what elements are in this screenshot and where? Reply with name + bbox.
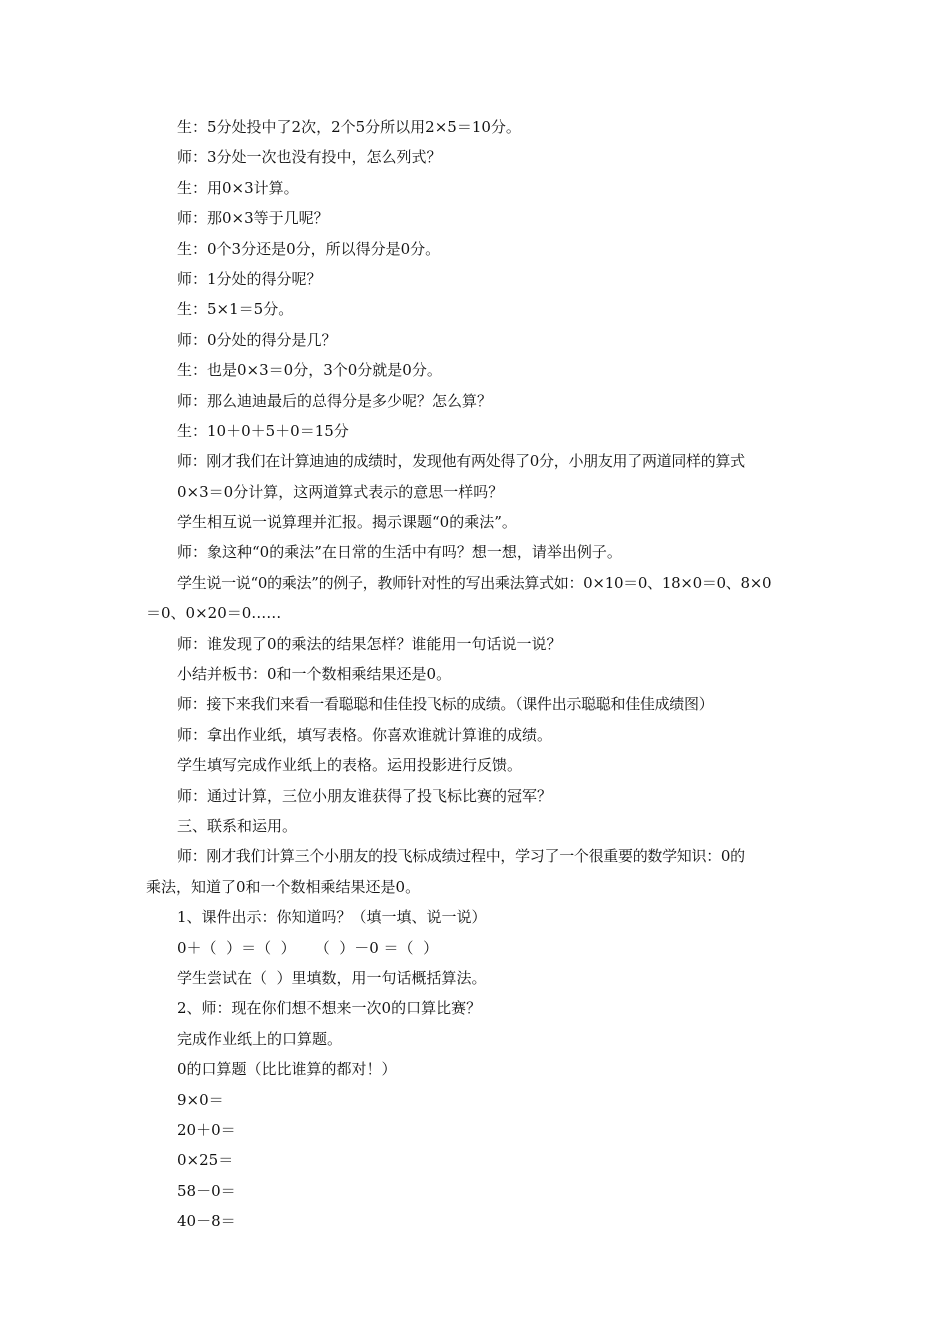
lesson-text [146,112,810,1236]
dialogue-line-continuation: 0×3＝0分计算，这两道算式表示的意思一样吗？ [177,482,504,501]
exercise-item: 9×0＝ [177,1090,224,1109]
dialogue-line: 师：刚才我们在计算迪迪的成绩时，发现他有两处得了0分，小朋友用了两道同样的算式 [177,452,745,471]
narration-line-continuation: ＝0、0×20＝0…… [146,604,282,623]
exercise-line: 2、师：现在你们想不想来一次0的口算比赛？ [177,999,482,1018]
dialogue-line: 生：5×1＝5分。 [177,300,294,319]
dialogue-line: 师：那0×3等于几呢？ [177,209,329,228]
dialogue-line: 师：通过计算，三位小朋友谁获得了投飞标比赛的冠军？ [177,786,553,805]
narration-line: 学生填写完成作业纸上的表格。运用投影进行反馈。 [177,756,523,775]
narration-line: 学生说一说“0的乘法”的例子，教师针对性的写出乘法算式如：0×10＝0、18×0＝0、8×0 [177,573,772,592]
dialogue-line: 生：10＋0＋5＋0＝15分 [177,421,349,440]
exercise-item: 0×25＝ [177,1151,234,1170]
dialogue-line: 生：用0×3计算。 [177,178,299,197]
exercise-item: 20＋0＝ [177,1120,236,1139]
dialogue-line: 生：0个3分还是0分，所以得分是0分。 [177,239,441,258]
dialogue-line: 生：也是0×3＝0分，3个0分就是0分。 [177,361,442,380]
exercise-item: 58－0＝ [177,1181,236,1200]
narration-line: 学生相互说一说算理并汇报。揭示课题“0的乘法”。 [177,513,517,532]
dialogue-line: 师：接下来我们来看一看聪聪和佳佳投飞标的成绩。（课件出示聪聪和佳佳成绩图） [177,695,714,714]
exercise-item: 40－8＝ [177,1212,236,1231]
exercise-equation: 0＋（ ）＝（ ） （ ）－0 ＝（ ） [177,938,439,957]
narration-line: 学生尝试在（ ）里填数，用一句话概括算法。 [177,968,487,987]
section-heading: 三、联系和运用。 [177,816,298,835]
dialogue-line-continuation: 乘法，知道了0和一个数相乘结果还是0。 [146,877,421,896]
dialogue-line: 师：刚才我们计算三个小朋友的投飞标成绩过程中，学习了一个很重要的数学知识：0的 [177,847,745,866]
exercise-title: 0的口算题（比比谁算的都对！） [177,1060,397,1079]
exercise-line: 1、课件出示：你知道吗？（填一填、说一说） [177,908,487,927]
dialogue-line: 师：那么迪迪最后的总得分是多少呢？怎么算？ [177,391,493,410]
dialogue-line: 师：拿出作业纸，填写表格。你喜欢谁就计算谁的成绩。 [177,725,553,744]
dialogue-line: 师：0分处的得分是几？ [177,330,337,349]
dialogue-line: 师：1分处的得分呢？ [177,269,322,288]
summary-line: 小结并板书：0和一个数相乘结果还是0。 [177,665,452,684]
dialogue-line: 师：谁发现了0的乘法的结果怎样？谁能用一句话说一说？ [177,634,562,653]
dialogue-line: 生：5分处投中了2次，2个5分所以用2×5＝10分。 [177,118,521,136]
narration-line: 完成作业纸上的口算题。 [177,1029,343,1048]
dialogue-line: 师：象这种“0的乘法”在日常的生活中有吗？想一想，请举出例子。 [177,543,622,562]
dialogue-line: 师：3分处一次也没有投中，怎么列式？ [177,148,442,167]
